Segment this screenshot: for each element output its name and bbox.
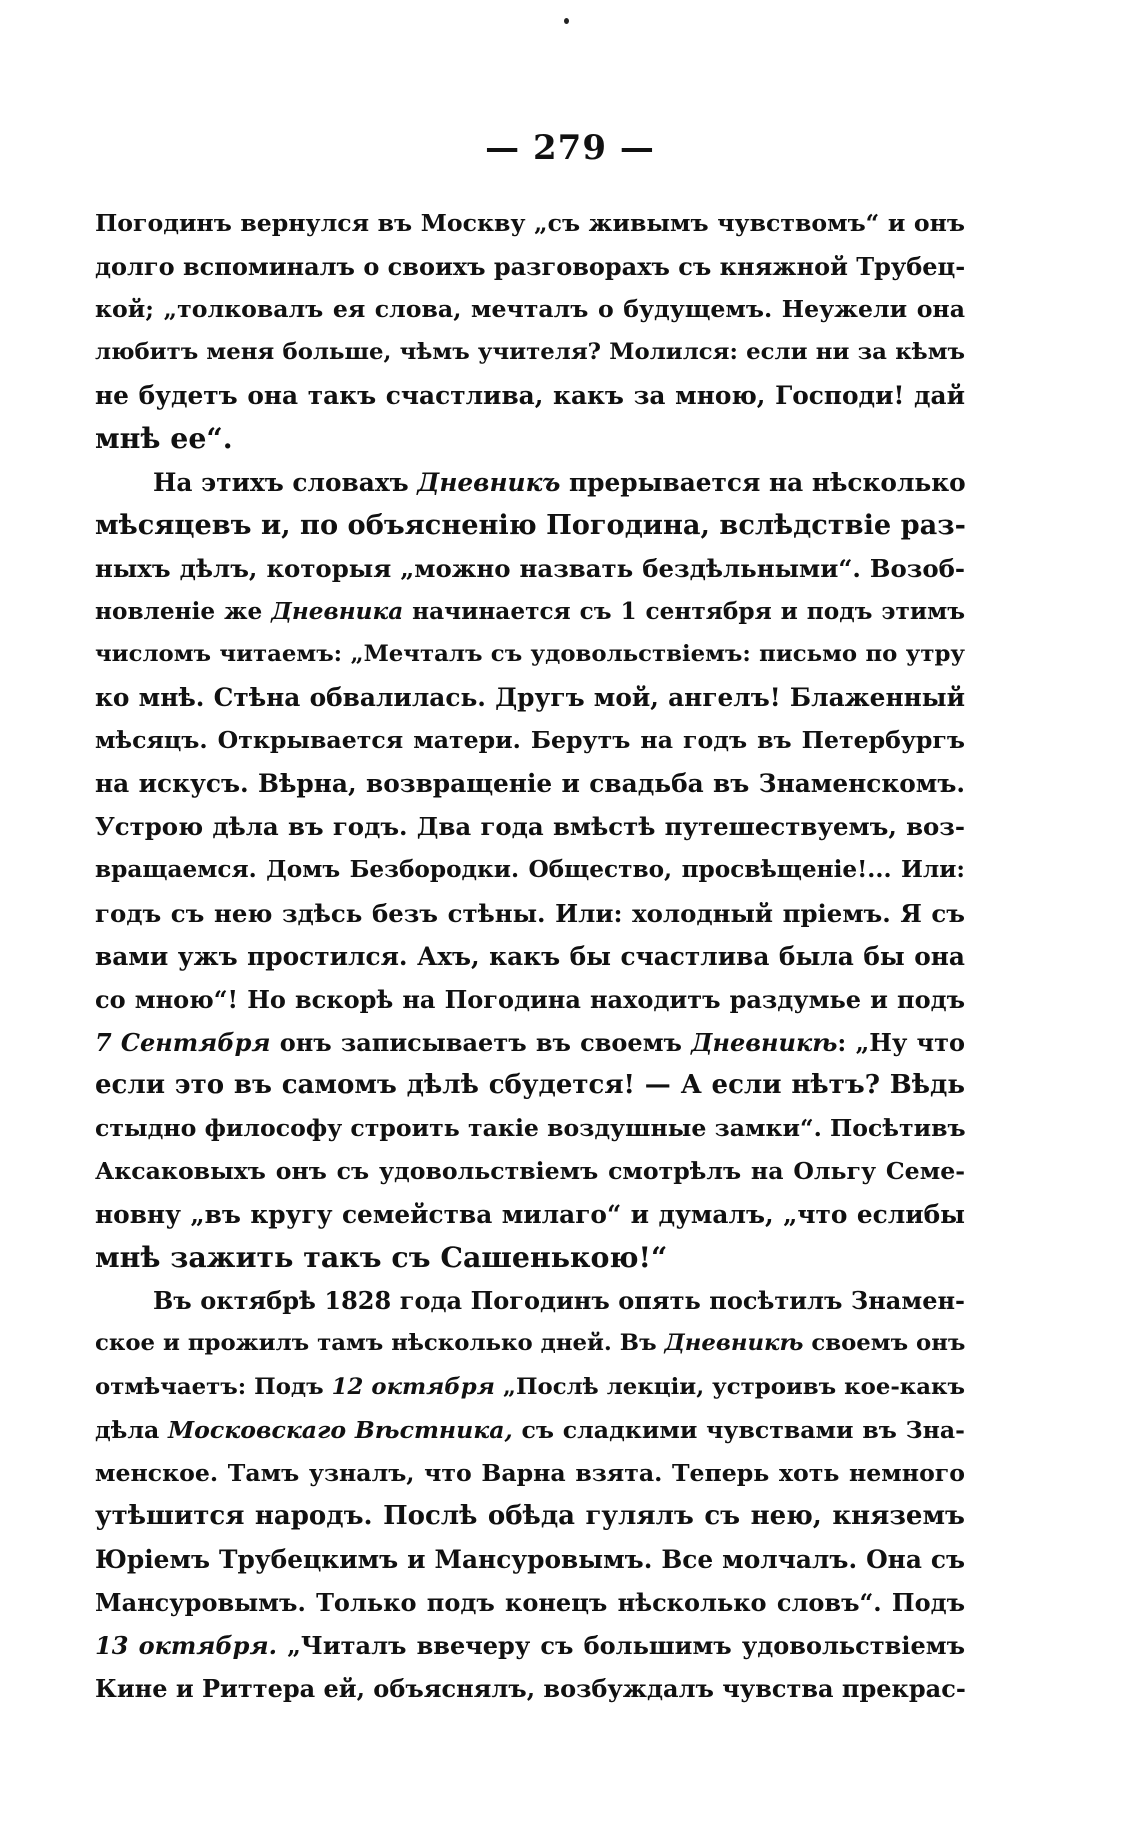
text-line (95, 1581, 965, 1624)
text-segment: мнѣ зажить такъ съ Сашенькою!“ (95, 1240, 668, 1275)
text-line (95, 676, 965, 719)
text-line (95, 1107, 965, 1150)
italic-segment: 13 октября. (95, 1631, 277, 1661)
text-segment: новленіе же (95, 597, 272, 625)
text-segment: со мною“! Но вскорѣ на Погодина находитъ раздумье и подъ (95, 984, 965, 1014)
text-segment: вами ужъ простился. Ахъ, какъ бы счастлива была бы она (95, 941, 965, 971)
text-line (95, 590, 965, 633)
italic-segment: Дневникѣ (691, 1027, 838, 1057)
text-segment: годъ съ нею здѣсь безъ стѣны. Или: холодный пріемъ. Я съ (95, 898, 965, 928)
text-segment: вращаемся. Домъ Безбородки. Общество, просвѣщеніе!... Или: (95, 856, 965, 884)
text-line (95, 1322, 965, 1365)
italic-segment: Дневникѣ (664, 1330, 804, 1357)
italic-segment: Московскаго Вѣстника, (168, 1415, 513, 1444)
text-segment: съ сладкими чувствами въ Зна- (512, 1415, 965, 1444)
text-segment: на искусъ. Вѣрна, возвращеніе и свадьба въ Знаменскомъ. (95, 769, 965, 799)
italic-segment: Дневника (271, 597, 404, 625)
text-segment: ныхъ дѣлъ, которыя „можно назвать бездѣльными“. Возоб- (95, 553, 965, 583)
text-line (95, 1150, 965, 1193)
text-segment: любитъ меня больше, чѣмъ учителя? Молился: если ни за кѣмъ (95, 339, 965, 366)
text-line (95, 1279, 965, 1322)
text-line (95, 633, 965, 676)
body-text (95, 202, 965, 1710)
text-segment: : „Ну что (837, 1027, 966, 1057)
text-line (95, 245, 965, 288)
text-line (95, 1236, 965, 1279)
page-number: — 279 — (485, 128, 655, 168)
text-line (95, 374, 965, 417)
text-segment: стыдно философу строить такіе воздушные замки“. Посѣтивъ (95, 1113, 966, 1142)
text-line (95, 719, 965, 762)
print-speck (564, 18, 569, 24)
text-segment: ское и прожилъ тамъ нѣсколько дней. Въ (95, 1330, 665, 1357)
text-segment: мнѣ ее“. (95, 421, 233, 456)
text-line (95, 848, 965, 891)
text-line (95, 1495, 965, 1538)
text-segment: мѣсяцевъ и, по объясненію Погодина, вслѣдствіе раз- (95, 508, 966, 541)
text-line (95, 762, 965, 805)
text-segment: „Читалъ ввечеру съ большимъ удовольствіемъ (276, 1631, 965, 1661)
text-segment: ко мнѣ. Стѣна обвалилась. Другъ мой, ангелъ! Блаженный (95, 683, 965, 713)
text-segment: „Послѣ лекціи, устроивъ кое-какъ (494, 1373, 965, 1400)
text-segment: своемъ онъ (803, 1330, 966, 1357)
text-segment: На этихъ словахъ (153, 467, 418, 497)
text-segment: утѣшится народъ. Послѣ обѣда гулялъ съ нею, княземъ (95, 1500, 965, 1531)
text-segment: прерывается на нѣсколько (560, 467, 966, 497)
text-line (95, 202, 965, 245)
text-segment: не будетъ она такъ счастлива, какъ за мною, Господи! дай (95, 381, 965, 411)
text-line (95, 805, 965, 848)
text-segment: долго вспоминалъ о своихъ разговорахъ съ княжной Трубец- (95, 252, 966, 282)
text-segment: дѣла (95, 1415, 169, 1444)
text-line (95, 935, 965, 978)
text-line (95, 1193, 965, 1236)
text-segment: онъ записываетъ въ своемъ (270, 1027, 692, 1057)
text-segment: числомъ читаемъ: „Мечталъ съ удовольствіемъ: письмо по утру (95, 640, 965, 667)
text-line (95, 1366, 965, 1409)
text-segment: Мансуровымъ. Только подъ конецъ нѣсколько словъ“. Подъ (95, 1588, 965, 1617)
text-segment: новну „въ кругу семейства милаго“ и думалъ, „что еслибы (95, 1200, 965, 1230)
text-line (95, 978, 965, 1021)
text-segment: Въ октябрѣ 1828 года Погодинъ опять посѣтилъ Знамен- (153, 1286, 965, 1316)
text-line (95, 892, 965, 935)
text-line (95, 288, 965, 331)
italic-segment: Дневникъ (417, 467, 561, 497)
text-line (95, 461, 965, 504)
italic-segment: 12 октября (331, 1373, 495, 1400)
text-segment: мѣсяцъ. Открывается матери. Берутъ на годъ въ Петербургъ (95, 726, 965, 755)
text-segment: Аксаковыхъ онъ съ удовольствіемъ смотрѣлъ на Ольгу Семе- (95, 1157, 965, 1186)
text-line (95, 1452, 965, 1495)
text-segment: Юріемъ Трубецкимъ и Мансуровымъ. Все молчалъ. Она съ (95, 1544, 965, 1574)
text-line (95, 331, 965, 374)
text-line (95, 1538, 965, 1581)
text-segment: отмѣчаетъ: Подъ (95, 1373, 332, 1400)
text-segment: кой; „толковалъ ея слова, мечталъ о будущемъ. Неужели она (95, 295, 965, 324)
text-line (95, 1064, 965, 1107)
text-line (95, 504, 965, 547)
text-line (95, 1667, 965, 1710)
text-line (95, 1409, 965, 1452)
text-line (95, 417, 965, 460)
text-segment: если это въ самомъ дѣлѣ сбудется! — А если нѣтъ? Вѣдь (95, 1069, 965, 1100)
text-line (95, 1021, 965, 1064)
text-segment: Кине и Риттера ей, объяснялъ, возбуждалъ чувства прекрас- (95, 1674, 966, 1704)
italic-segment: 7 Сентября (95, 1027, 271, 1057)
text-segment: менское. Тамъ узналъ, что Варна взята. Теперь хоть немного (95, 1458, 965, 1487)
text-line (95, 547, 965, 590)
text-line (95, 1624, 965, 1667)
text-segment: Устрою дѣла въ годъ. Два года вмѣстѣ путешествуемъ, воз- (95, 812, 965, 842)
text-segment: Погодинъ вернулся въ Москву „съ живымъ чувствомъ“ и онъ (95, 209, 965, 237)
text-segment: начинается съ 1 сентября и подъ этимъ (403, 597, 966, 625)
